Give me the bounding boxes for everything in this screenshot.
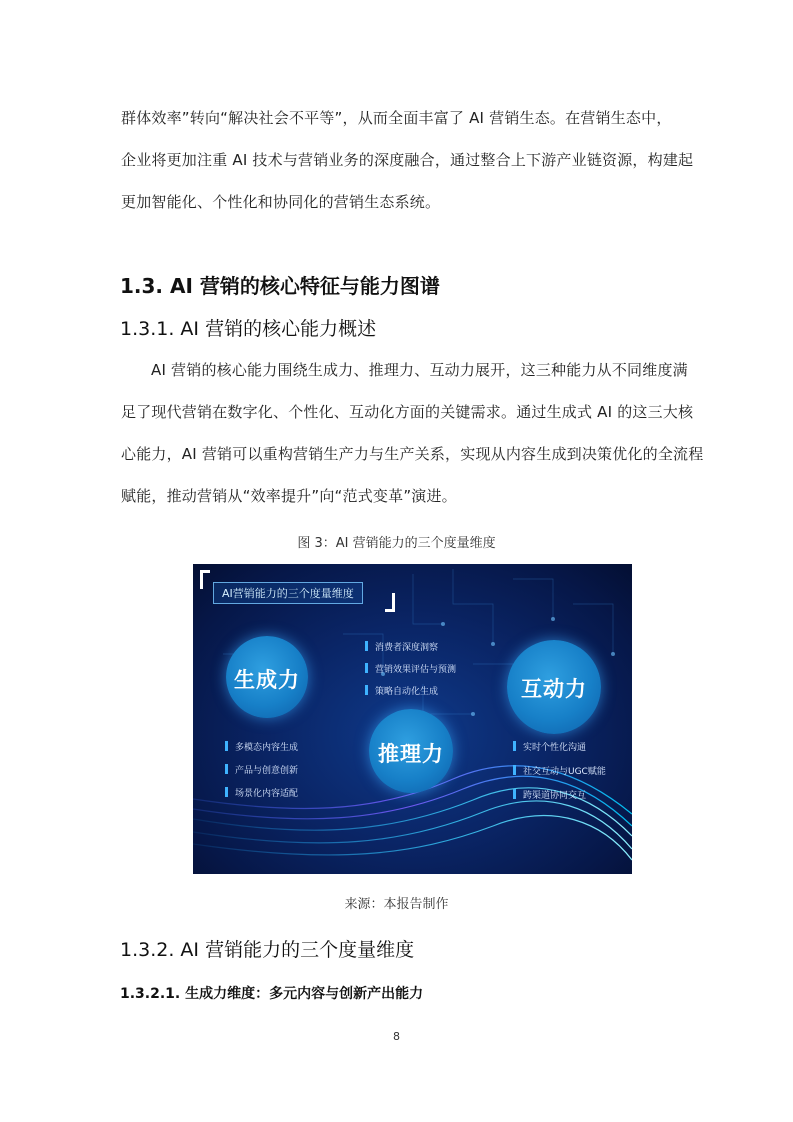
generation-label: 生成力 [234, 668, 300, 692]
body-line-4: 赋能，推动营销从“效率提升”向“范式变革”演进。 [121, 487, 457, 505]
body-line-2: 足了现代营销在数字化、个性化、互动化方面的关键需求。通过生成式 AI 的这三大核 [121, 403, 694, 421]
reasoning-label: 推理力 [378, 742, 444, 766]
generation-item: 多模态内容生成 [225, 740, 298, 753]
interaction-item: 实时个性化沟通 [513, 740, 586, 753]
intro-line-1: 群体效率”转向“解决社会不平等”，从而全面丰富了 AI 营销生态。在营销生态中， [121, 109, 672, 127]
figure-inner-title: AI营销能力的三个度量维度 [213, 582, 363, 604]
generation-item: 产品与创意创新 [225, 763, 298, 776]
generation-item: 场景化内容适配 [225, 786, 298, 799]
figure-caption: 图 3：AI 营销能力的三个度量维度 [297, 536, 496, 551]
section-heading-1-3-1: 1.3.1. AI 营销的核心能力概述 [120, 318, 377, 340]
intro-line-3: 更加智能化、个性化和协同化的营销生态系统。 [121, 193, 441, 211]
body-line-1: AI 营销的核心能力围绕生成力、推理力、互动力展开，这三种能力从不同维度满 [151, 361, 688, 379]
interaction-label: 互动力 [521, 677, 587, 701]
title-bracket-right [385, 593, 395, 612]
body-line-3: 心能力，AI 营销可以重构营销生产力与生产关系，实现从内容生成到决策优化的全流程 [121, 445, 704, 463]
interaction-circle [507, 640, 601, 734]
page-number: 8 [393, 1030, 400, 1043]
capability-figure [193, 564, 632, 874]
reasoning-circle [369, 709, 453, 793]
section-heading-1-3: 1.3. AI 营销的核心特征与能力图谱 [120, 274, 440, 298]
reasoning-item: 消费者深度洞察 [365, 640, 438, 653]
section-heading-1-3-2: 1.3.2. AI 营销能力的三个度量维度 [120, 939, 415, 961]
title-bracket-left [200, 570, 210, 589]
reasoning-item: 策略自动化生成 [365, 684, 438, 697]
interaction-item: 跨渠道协同交互 [513, 788, 586, 801]
source-caption: 来源：本报告制作 [344, 897, 449, 912]
interaction-item: 社交互动与UGC赋能 [513, 764, 606, 777]
generation-circle [226, 636, 308, 718]
intro-line-2: 企业将更加注重 AI 技术与营销业务的深度融合，通过整合上下游产业链资源，构建起 [121, 151, 694, 169]
section-heading-1-3-2-1: 1.3.2.1. 生成力维度：多元内容与创新产出能力 [120, 986, 424, 1002]
reasoning-item: 营销效果评估与预测 [365, 662, 456, 675]
